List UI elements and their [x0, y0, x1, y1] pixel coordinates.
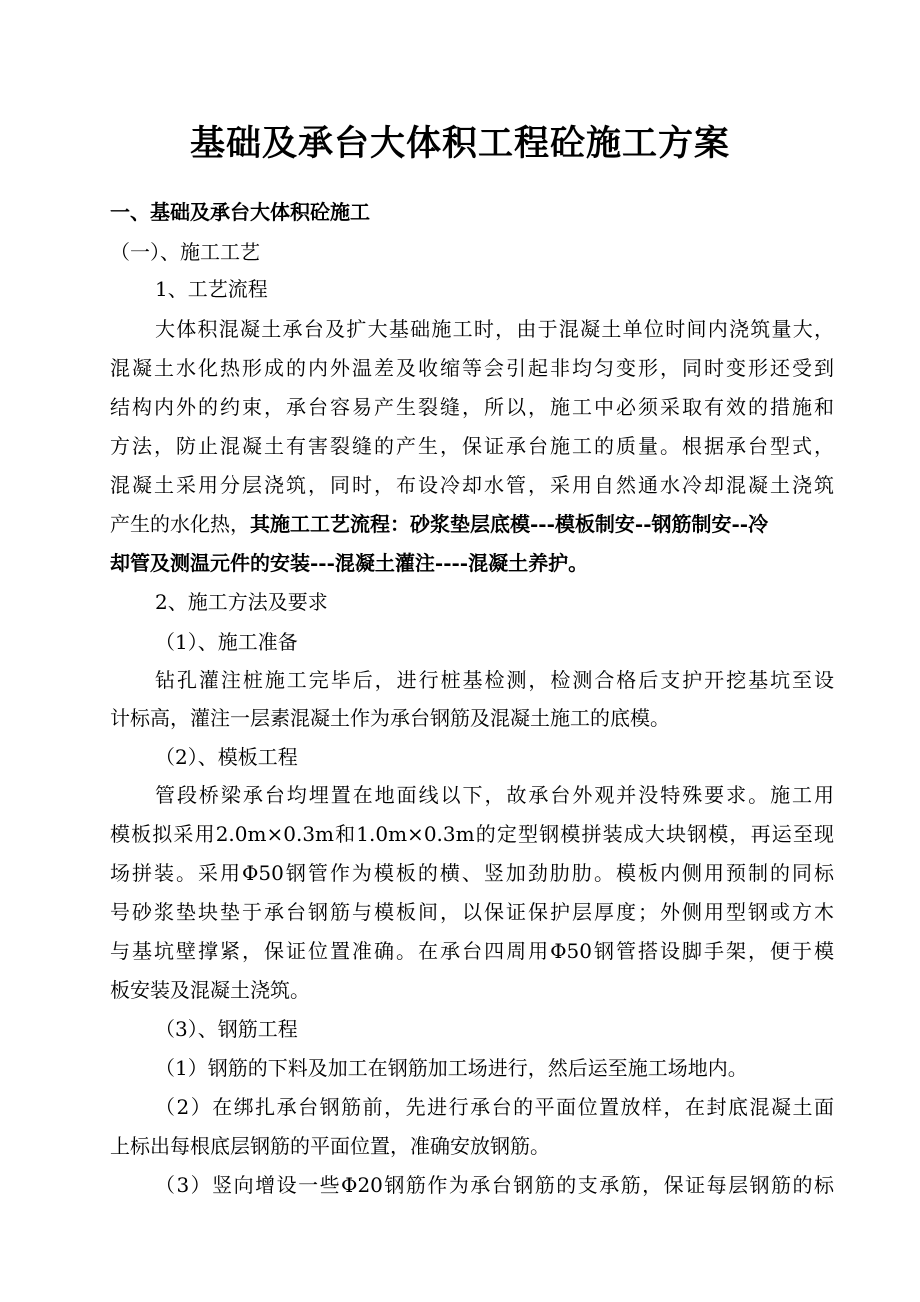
paragraph-line: （2）在绑扎承台钢筋前，先进行承台的平面位置放样，在封底混凝土面: [155, 1095, 834, 1119]
paragraph-line: 场拼装。采用Φ50钢管作为模板的横、竖加劲肋肋。模板内侧用预制的同标: [110, 861, 834, 885]
process-flow-text: 其施工工艺流程：砂浆垫层底模---模板制安--钢筋制安--冷: [250, 512, 769, 536]
paragraph-line: （3）竖向增设一些Φ20钢筋作为承台钢筋的支承筋，保证每层钢筋的标: [155, 1173, 834, 1197]
paragraph-line: （1）钢筋的下料及加工在钢筋加工场进行，然后运至施工场地内。: [155, 1056, 748, 1080]
paragraph-line: [110, 509, 768, 539]
paragraph-text: 产生的水化热，: [110, 512, 250, 536]
paragraph-line: 大体积混凝土承台及扩大基础施工时，由于混凝土单位时间内浇筑量大，: [155, 317, 834, 341]
item-heading: 1、工艺流程: [155, 277, 268, 301]
item-heading: 2、施工方法及要求: [155, 590, 328, 614]
section-heading: 一、基础及承台大体积砼施工: [110, 200, 370, 224]
paragraph-line: 混凝土水化热形成的内外温差及收缩等会引起非均匀变形，同时变形还受到: [110, 356, 834, 380]
paragraph-line: 计标高，灌注一层素混凝土作为承台钢筋及混凝土施工的底模。: [110, 706, 670, 730]
paragraph-line: 混凝土采用分层浇筑，同时，布设冷却水管，采用自然通水冷却混凝土浇筑: [110, 473, 834, 497]
paragraph-line: 号砂浆垫块垫于承台钢筋与模板间，以保证保护层厚度；外侧用型钢或方木: [110, 900, 834, 924]
page-title: 基础及承台大体积工程砼施工方案: [189, 123, 730, 164]
subsection-heading: （3）、钢筋工程: [155, 1017, 298, 1041]
process-flow-line: 却管及测温元件的安装---混凝土灌注----混凝土养护。: [110, 551, 589, 575]
paragraph-line: 管段桥梁承台均埋置在地面线以下，故承台外观并没特殊要求。施工用: [155, 783, 834, 807]
subsection-heading: （一）、施工工艺: [110, 240, 260, 264]
paragraph-line: 钻孔灌注桩施工完毕后，进行桩基检测，检测合格后支护开挖基坑至设: [155, 668, 834, 692]
paragraph-line: 模板拟采用2.0m×0.3m和1.0m×0.3m的定型钢模拼装成大块钢模，再运至现: [110, 822, 834, 846]
subsection-heading: （2）、模板工程: [155, 745, 298, 769]
paragraph-line: 板安装及混凝土浇筑。: [110, 978, 310, 1002]
subsection-heading: （1）、施工准备: [155, 630, 298, 654]
paragraph-line: 与基坑壁撑紧，保证位置准确。在承台四周用Φ50钢管搭设脚手架，便于模: [110, 939, 834, 963]
paragraph-line: 结构内外的约束，承台容易产生裂缝，所以，施工中必须采取有效的措施和: [110, 395, 834, 419]
paragraph-line: 上标出每根底层钢筋的平面位置，准确安放钢筋。: [110, 1134, 550, 1158]
paragraph-line: 方法，防止混凝土有害裂缝的产生，保证承台施工的质量。根据承台型式，: [110, 434, 834, 458]
